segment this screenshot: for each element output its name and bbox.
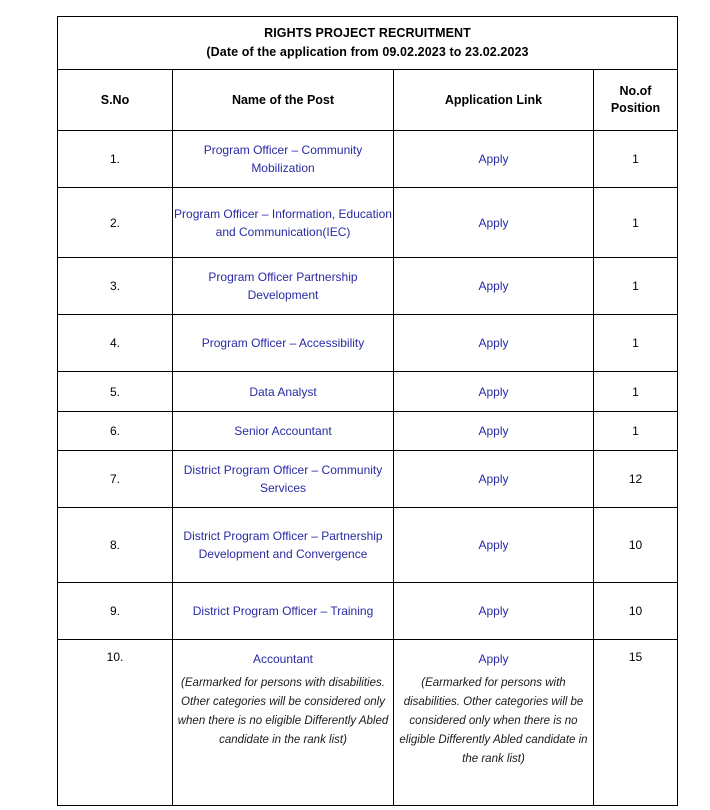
row-serial-number: 8. [58, 508, 173, 583]
apply-link[interactable]: Apply [478, 215, 509, 230]
row-application-link [394, 372, 594, 412]
row-position-count: 1 [594, 131, 678, 188]
row-post-name [173, 451, 394, 508]
row-serial-number: 1. [58, 131, 173, 188]
table-row [58, 640, 678, 806]
row-application-link [394, 508, 594, 583]
row-post-name [173, 258, 394, 315]
row-position-count: 1 [594, 188, 678, 258]
row-serial-number: 4. [58, 315, 173, 372]
table-row [58, 188, 678, 258]
apply-link[interactable]: Apply [478, 538, 509, 552]
row-application-link [394, 583, 594, 640]
row-position-count: 1 [594, 412, 678, 451]
table-row [58, 315, 678, 372]
row-position-count: 1 [594, 372, 678, 412]
document-title-line-1: RIGHTS PROJECT RECRUITMENT [264, 26, 471, 40]
row-application-link [394, 412, 594, 451]
post-link[interactable]: Program Officer – Community Mobilization [203, 143, 363, 175]
table-header-row [58, 70, 678, 131]
row-post-name [173, 131, 394, 188]
post-link[interactable]: Program Officer – Information, Education and Communication(IEC) [174, 206, 392, 239]
apply-link[interactable]: Apply [478, 652, 509, 666]
table-row [58, 372, 678, 412]
table-row [58, 412, 678, 451]
apply-link[interactable]: Apply [478, 472, 509, 486]
post-link[interactable]: District Program Officer – Partnership Development and Convergence [183, 529, 383, 561]
row-serial-number: 6. [58, 412, 173, 451]
row-application-link [394, 451, 594, 508]
row-serial-number: 5. [58, 372, 173, 412]
row-position-count: 1 [594, 315, 678, 372]
apply-link[interactable]: Apply [478, 424, 509, 438]
column-header-position [594, 70, 678, 131]
post-link[interactable]: Accountant [252, 652, 314, 666]
table-title-row [58, 17, 678, 70]
post-link[interactable]: District Program Officer – Community Services [183, 463, 383, 495]
apply-link[interactable]: Apply [478, 336, 509, 350]
column-header-sno: S.No [58, 70, 173, 131]
column-header-position-line-2: Position [610, 101, 661, 115]
row-post-name [173, 508, 394, 583]
row-position-count: 12 [594, 451, 678, 508]
document-title-cell [58, 17, 678, 70]
apply-link[interactable]: Apply [478, 604, 509, 618]
row-position-count: 10 [594, 583, 678, 640]
row-application-link [394, 131, 594, 188]
row-position-count: 15 [594, 640, 678, 806]
row-post-name [173, 315, 394, 372]
apply-link[interactable]: Apply [478, 152, 509, 166]
table-row [58, 508, 678, 583]
post-link[interactable]: District Program Officer – Training [192, 604, 374, 618]
row-application-link [394, 188, 594, 258]
table-row [58, 451, 678, 508]
apply-link[interactable]: Apply [478, 279, 509, 293]
document-title-line-2: (Date of the application from 09.02.2023 to 23.02.2023 [206, 45, 529, 59]
apply-link[interactable]: Apply [478, 384, 509, 399]
row-application-link [394, 315, 594, 372]
row-post-name [173, 188, 394, 258]
recruitment-table [57, 16, 678, 806]
row-post-name [173, 583, 394, 640]
row-post-name [173, 412, 394, 451]
column-header-position-line-1: No.of [619, 84, 652, 98]
row-application-link [394, 258, 594, 315]
post-link[interactable]: Senior Accountant [234, 424, 332, 438]
post-link[interactable]: Data Analyst [249, 384, 317, 399]
row-post-name [173, 640, 394, 806]
table-row [58, 258, 678, 315]
row-position-count: 1 [594, 258, 678, 315]
post-link[interactable]: Program Officer Partnership Development [208, 270, 358, 302]
row-serial-number: 2. [58, 188, 173, 258]
row-serial-number: 9. [58, 583, 173, 640]
row-serial-number: 3. [58, 258, 173, 315]
row-serial-number: 10. [58, 640, 173, 806]
column-header-post: Name of the Post [173, 70, 394, 131]
row-post-name [173, 372, 394, 412]
post-link[interactable]: Program Officer – Accessibility [201, 336, 365, 350]
link-earmark-note: (Earmarked for persons with disabilities. Other categories will be considered only when there is no eligible Differently Abled candidate in the rank list) [399, 677, 588, 765]
row-serial-number: 7. [58, 451, 173, 508]
post-earmark-note: (Earmarked for persons with disabilities. Other categories will be considered only when there is no eligible Differently Abled candidate in the rank list) [177, 677, 389, 746]
row-position-count: 10 [594, 508, 678, 583]
table-row [58, 583, 678, 640]
table-row [58, 131, 678, 188]
row-application-link [394, 640, 594, 806]
column-header-link: Application Link [394, 70, 594, 131]
